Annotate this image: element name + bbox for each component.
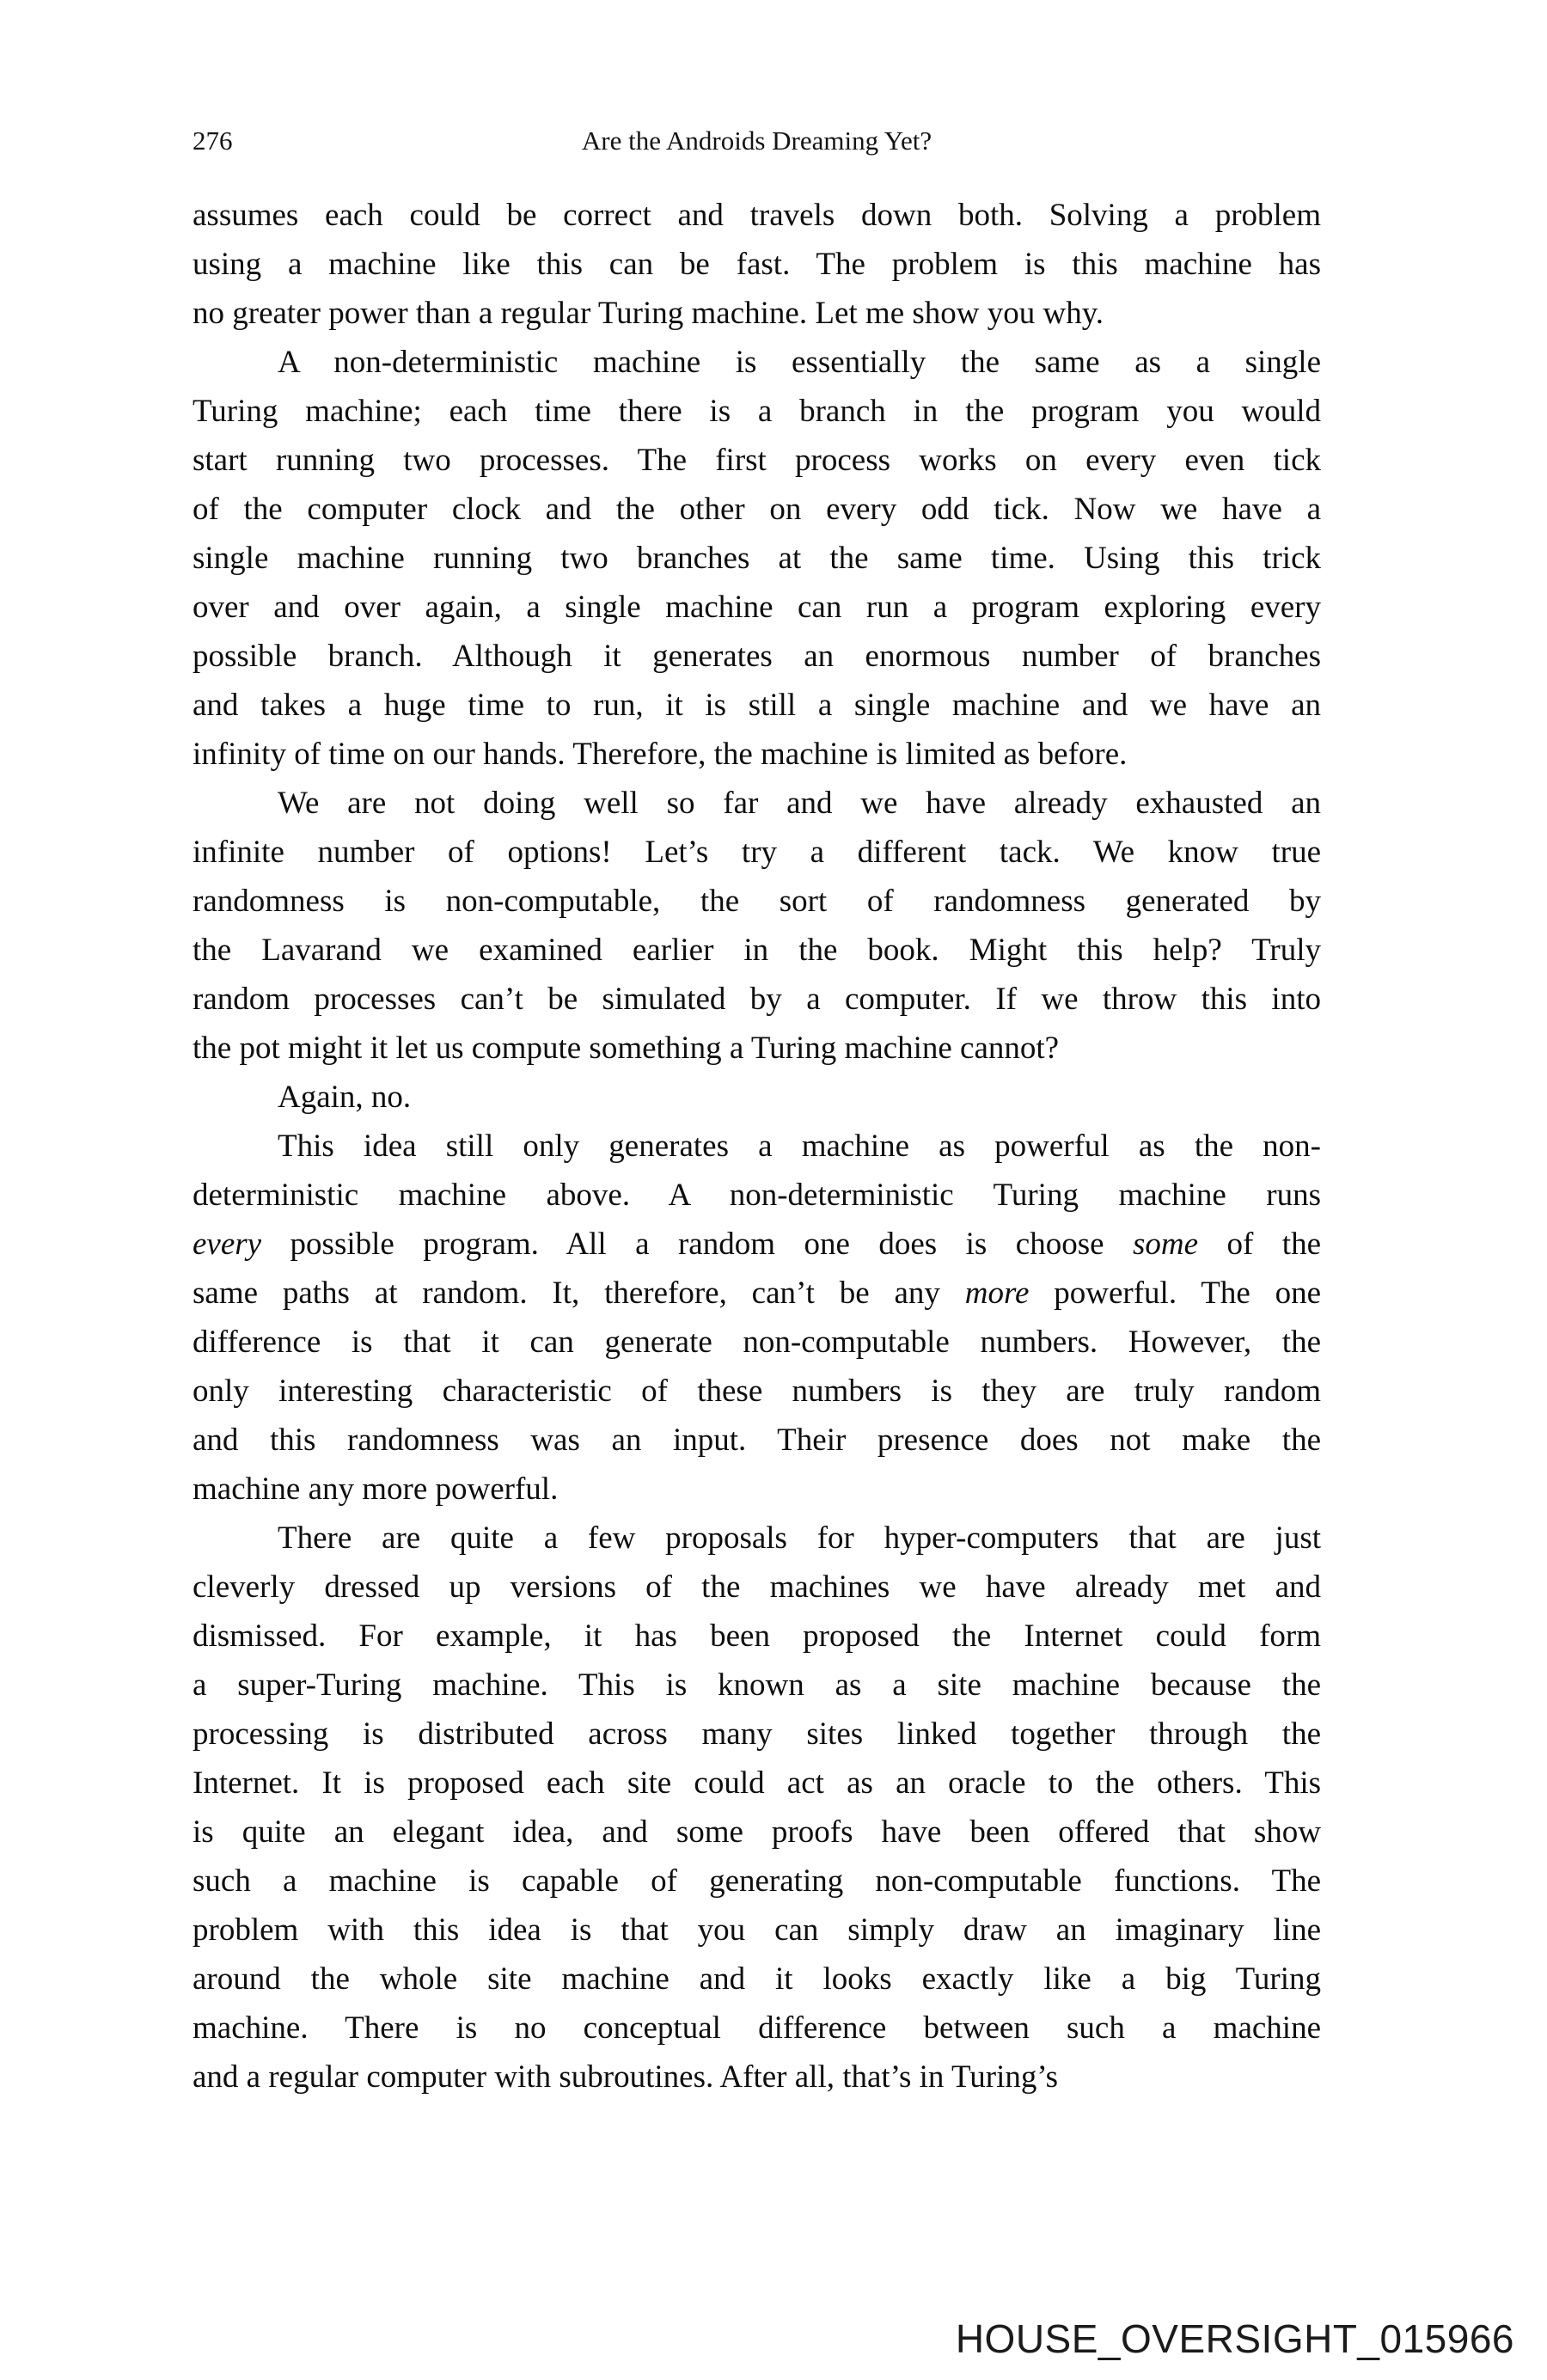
text-segment: around the whole site machine and it looks exactly like a big Turing [193, 1961, 1321, 1997]
text-segment: start running two processes. The first process works on every even tick [193, 443, 1321, 478]
text-segment: over and over again, a single machine can run a program exploring every [193, 590, 1321, 625]
text-segment: Turing machine; each time there is a branch in the program you would [193, 394, 1321, 429]
paragraph [193, 1073, 1321, 1122]
text-segment: possible branch. Although it generates an enormous number of branches [193, 639, 1321, 674]
body-text [193, 191, 1321, 2102]
text-segment: cleverly dressed up versions of the machines we have already met and [193, 1569, 1321, 1605]
text-segment: possible program. All a random one does is choose [261, 1227, 1133, 1262]
text-line [193, 1612, 1321, 1661]
text-line [193, 828, 1321, 877]
text-segment: machine. There is no conceptual difference between such a machine [193, 2010, 1321, 2046]
text-segment: of the computer clock and the other on every odd tick. Now we have a [193, 492, 1321, 527]
text-segment: This idea still only generates a machine as powerful as the non- [278, 1129, 1321, 1164]
page-number: 276 [193, 125, 233, 156]
paragraph [193, 191, 1321, 338]
text-line [193, 1563, 1321, 1612]
text-line [193, 191, 1321, 240]
bates-stamp: HOUSE_OVERSIGHT_015966 [955, 2316, 1514, 2361]
text-line [193, 877, 1321, 926]
running-header [193, 124, 1321, 158]
text-segment: difference is that it can generate non-computable numbers. However, the [193, 1325, 1321, 1360]
text-segment: and this randomness was an input. Their presence does not make the [193, 1422, 1321, 1458]
text-segment: We are not doing well so far and we have already exhausted an [278, 786, 1321, 821]
text-line [193, 1514, 1321, 1563]
text-line [193, 2053, 1321, 2102]
text-segment: only interesting characteristic of these numbers is they are truly random [193, 1374, 1321, 1409]
text-segment: random processes can’t be simulated by a computer. If we throw this into [193, 982, 1321, 1017]
text-line [193, 485, 1321, 534]
text-line [193, 681, 1321, 730]
text-line [193, 1465, 1321, 1514]
running-head-title: Are the Androids Dreaming Yet? [581, 125, 932, 156]
text-line [193, 1955, 1321, 2004]
paragraph [193, 779, 1321, 1073]
text-line [193, 1808, 1321, 1857]
text-segment: machine any more powerful. [193, 1471, 559, 1507]
text-segment: Internet. It is proposed each site could act as an oracle to the others. This [193, 1765, 1321, 1801]
text-segment: the pot might it let us compute something a Turing machine cannot? [193, 1031, 1060, 1066]
text-segment: the Lavarand we examined earlier in the book. Might this help? Truly [193, 933, 1321, 968]
text-segment: using a machine like this can be fast. The problem is this machine has [193, 247, 1321, 282]
text-line [193, 730, 1321, 779]
italic-text: some [1132, 1227, 1199, 1262]
text-segment: such a machine is capable of generating non-computable functions. The [193, 1863, 1321, 1899]
text-line [193, 1661, 1321, 1710]
text-segment: assumes each could be correct and travels down both. Solving a problem [193, 198, 1321, 233]
text-line [193, 2004, 1321, 2053]
text-line [193, 1416, 1321, 1465]
text-segment: no greater power than a regular Turing machine. Let me show you why. [193, 296, 1104, 331]
text-segment: Again, no. [278, 1080, 412, 1115]
text-segment: same paths at random. It, therefore, can’t be any [193, 1276, 965, 1311]
text-segment: and takes a huge time to run, it is still a single machine and we have an [193, 688, 1321, 723]
text-segment: There are quite a few proposals for hyper-computers that are just [278, 1520, 1321, 1556]
text-segment: and a regular computer with subroutines. After all, that’s in Turing’s [193, 2059, 1059, 2095]
text-segment: randomness is non-computable, the sort of randomness generated by [193, 884, 1321, 919]
text-segment: is quite an elegant idea, and some proofs have been offered that show [193, 1814, 1321, 1850]
text-line [193, 1269, 1321, 1318]
text-segment: a super-Turing machine. This is known as a site machine because the [193, 1667, 1321, 1703]
text-segment: of the [1198, 1227, 1321, 1262]
text-line [193, 534, 1321, 583]
text-line [193, 1857, 1321, 1906]
text-line [193, 387, 1321, 436]
text-line [193, 1759, 1321, 1808]
text-line [193, 779, 1321, 828]
text-line [193, 436, 1321, 485]
text-segment: single machine running two branches at the same time. Using this trick [193, 541, 1321, 576]
text-line [193, 1906, 1321, 1955]
text-segment: deterministic machine above. A non-deterministic Turing machine runs [193, 1178, 1321, 1213]
text-segment: A non-deterministic machine is essentially the same as a single [278, 345, 1321, 380]
text-line [193, 975, 1321, 1024]
text-line [193, 338, 1321, 387]
text-line [193, 632, 1321, 681]
text-segment: powerful. The one [1029, 1276, 1322, 1311]
text-line [193, 240, 1321, 289]
text-line [193, 1122, 1321, 1171]
text-segment: problem with this idea is that you can simply draw an imaginary line [193, 1912, 1321, 1948]
text-line [193, 1073, 1321, 1122]
italic-text: every [193, 1227, 262, 1262]
paragraph [193, 1122, 1321, 1514]
text-line [193, 1710, 1321, 1759]
text-segment: infinity of time on our hands. Therefore, the machine is limited as before. [193, 737, 1128, 772]
text-line [193, 289, 1321, 338]
paragraph [193, 338, 1321, 779]
text-line [193, 1318, 1321, 1367]
text-segment: dismissed. For example, it has been proposed the Internet could form [193, 1618, 1321, 1654]
text-line [193, 1367, 1321, 1416]
text-line [193, 1024, 1321, 1073]
italic-text: more [964, 1276, 1030, 1311]
text-line [193, 1171, 1321, 1220]
text-segment: processing is distributed across many sites linked together through the [193, 1716, 1321, 1752]
text-line [193, 1220, 1321, 1269]
text-line [193, 583, 1321, 632]
paragraph [193, 1514, 1321, 2102]
text-segment: infinite number of options! Let’s try a different tack. We know true [193, 835, 1321, 870]
text-line [193, 926, 1321, 975]
